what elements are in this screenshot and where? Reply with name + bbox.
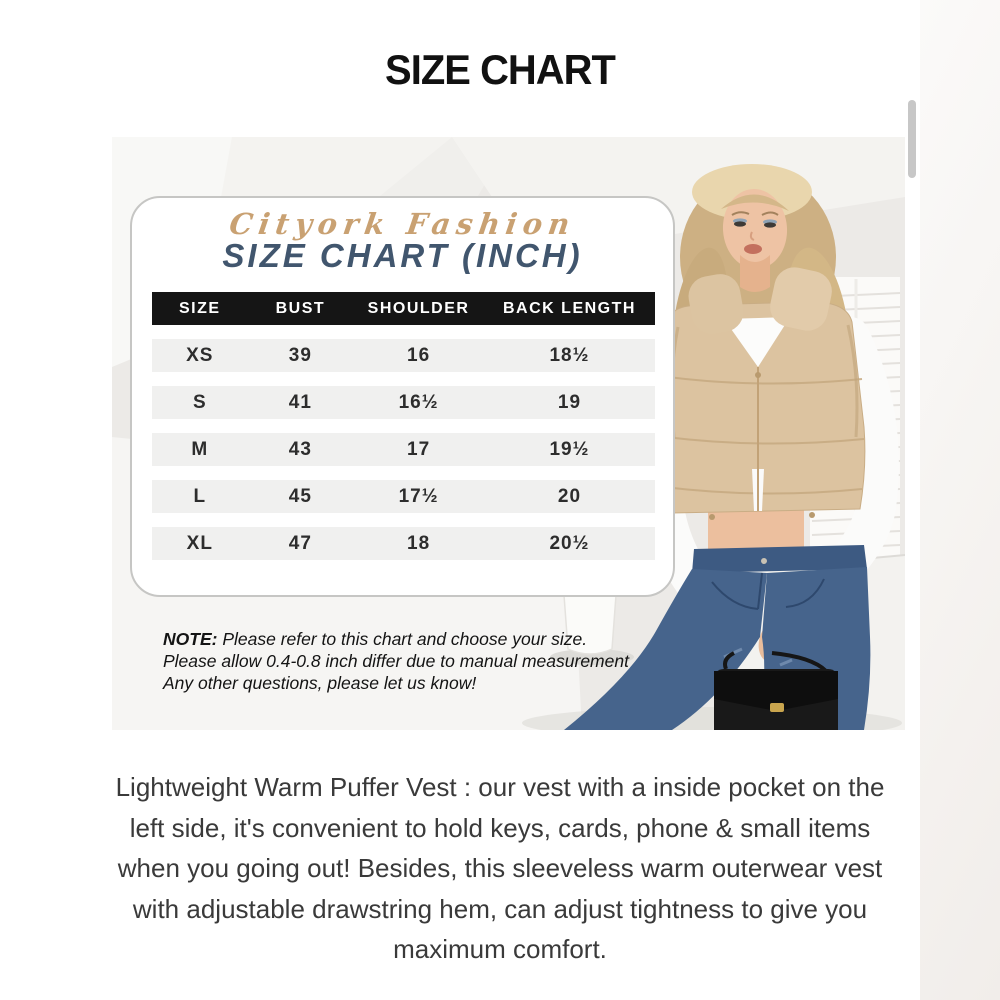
chart-title: SIZE CHART (INCH): [222, 237, 583, 274]
cell-size: L: [152, 480, 248, 513]
cell-shoulder: 16½: [353, 386, 484, 419]
cell-bust: 47: [248, 527, 354, 560]
cell-back-length: 20½: [484, 527, 655, 560]
scrollbar-thumb[interactable]: [908, 100, 916, 178]
table-header-row: [152, 292, 655, 325]
cell-bust: 45: [248, 480, 354, 513]
table-row-m: [152, 433, 655, 466]
col-header-shoulder: SHOULDER: [353, 292, 484, 325]
note-label: NOTE:: [163, 629, 218, 649]
cell-bust: 43: [248, 433, 354, 466]
product-image[interactable]: [112, 137, 905, 730]
cell-shoulder: 17: [353, 433, 484, 466]
note-line-2: Please allow 0.4-0.8 inch differ due to manual measurement: [163, 651, 629, 671]
cell-back-length: 19: [484, 386, 655, 419]
page-edge-strip: [920, 0, 1000, 1000]
svg-text:NOTE: Please refer to: [163, 629, 587, 649]
brand-script: Cityork Fashion: [227, 207, 578, 241]
cell-size: M: [152, 433, 248, 466]
cell-back-length: 20: [484, 480, 655, 513]
cell-shoulder: 17½: [353, 480, 484, 513]
table-row-l: [152, 480, 655, 513]
cell-size: XS: [152, 339, 248, 372]
page-title: SIZE CHART: [385, 46, 615, 93]
cell-back-length: 19½: [484, 433, 655, 466]
cell-back-length: 18½: [484, 339, 655, 372]
note-line-3: Any other questions, please let us know!: [163, 673, 477, 693]
note-line-1: Please refer to this chart and choose your size.: [222, 629, 588, 649]
cell-shoulder: 16: [353, 339, 484, 372]
product-description: Lightweight Warm Puffer Vest : our vest with a inside pocket on the left side, it's convenient to hold keys, cards, phone & small items when you going out! Besides, this sleeveless warm outerwear vest with adjustable drawstring hem, can adjust tightness to give you maximum comfort.: [115, 772, 885, 965]
cell-size: XL: [152, 527, 248, 560]
col-header-bust: BUST: [248, 292, 354, 325]
table-row-xl: [152, 527, 655, 560]
col-header-size: SIZE: [152, 292, 248, 325]
cell-bust: 41: [248, 386, 354, 419]
cell-size: S: [152, 386, 248, 419]
model-midriff: [708, 509, 804, 553]
cell-shoulder: 18: [353, 527, 484, 560]
size-chart-card: [130, 196, 675, 597]
table-row-xs: [152, 339, 655, 372]
table-row-s: [152, 386, 655, 419]
handbag-clasp: [770, 703, 784, 712]
cell-bust: 39: [248, 339, 354, 372]
col-header-back-length: BACK LENGTH: [484, 292, 655, 325]
size-table: [152, 278, 655, 574]
